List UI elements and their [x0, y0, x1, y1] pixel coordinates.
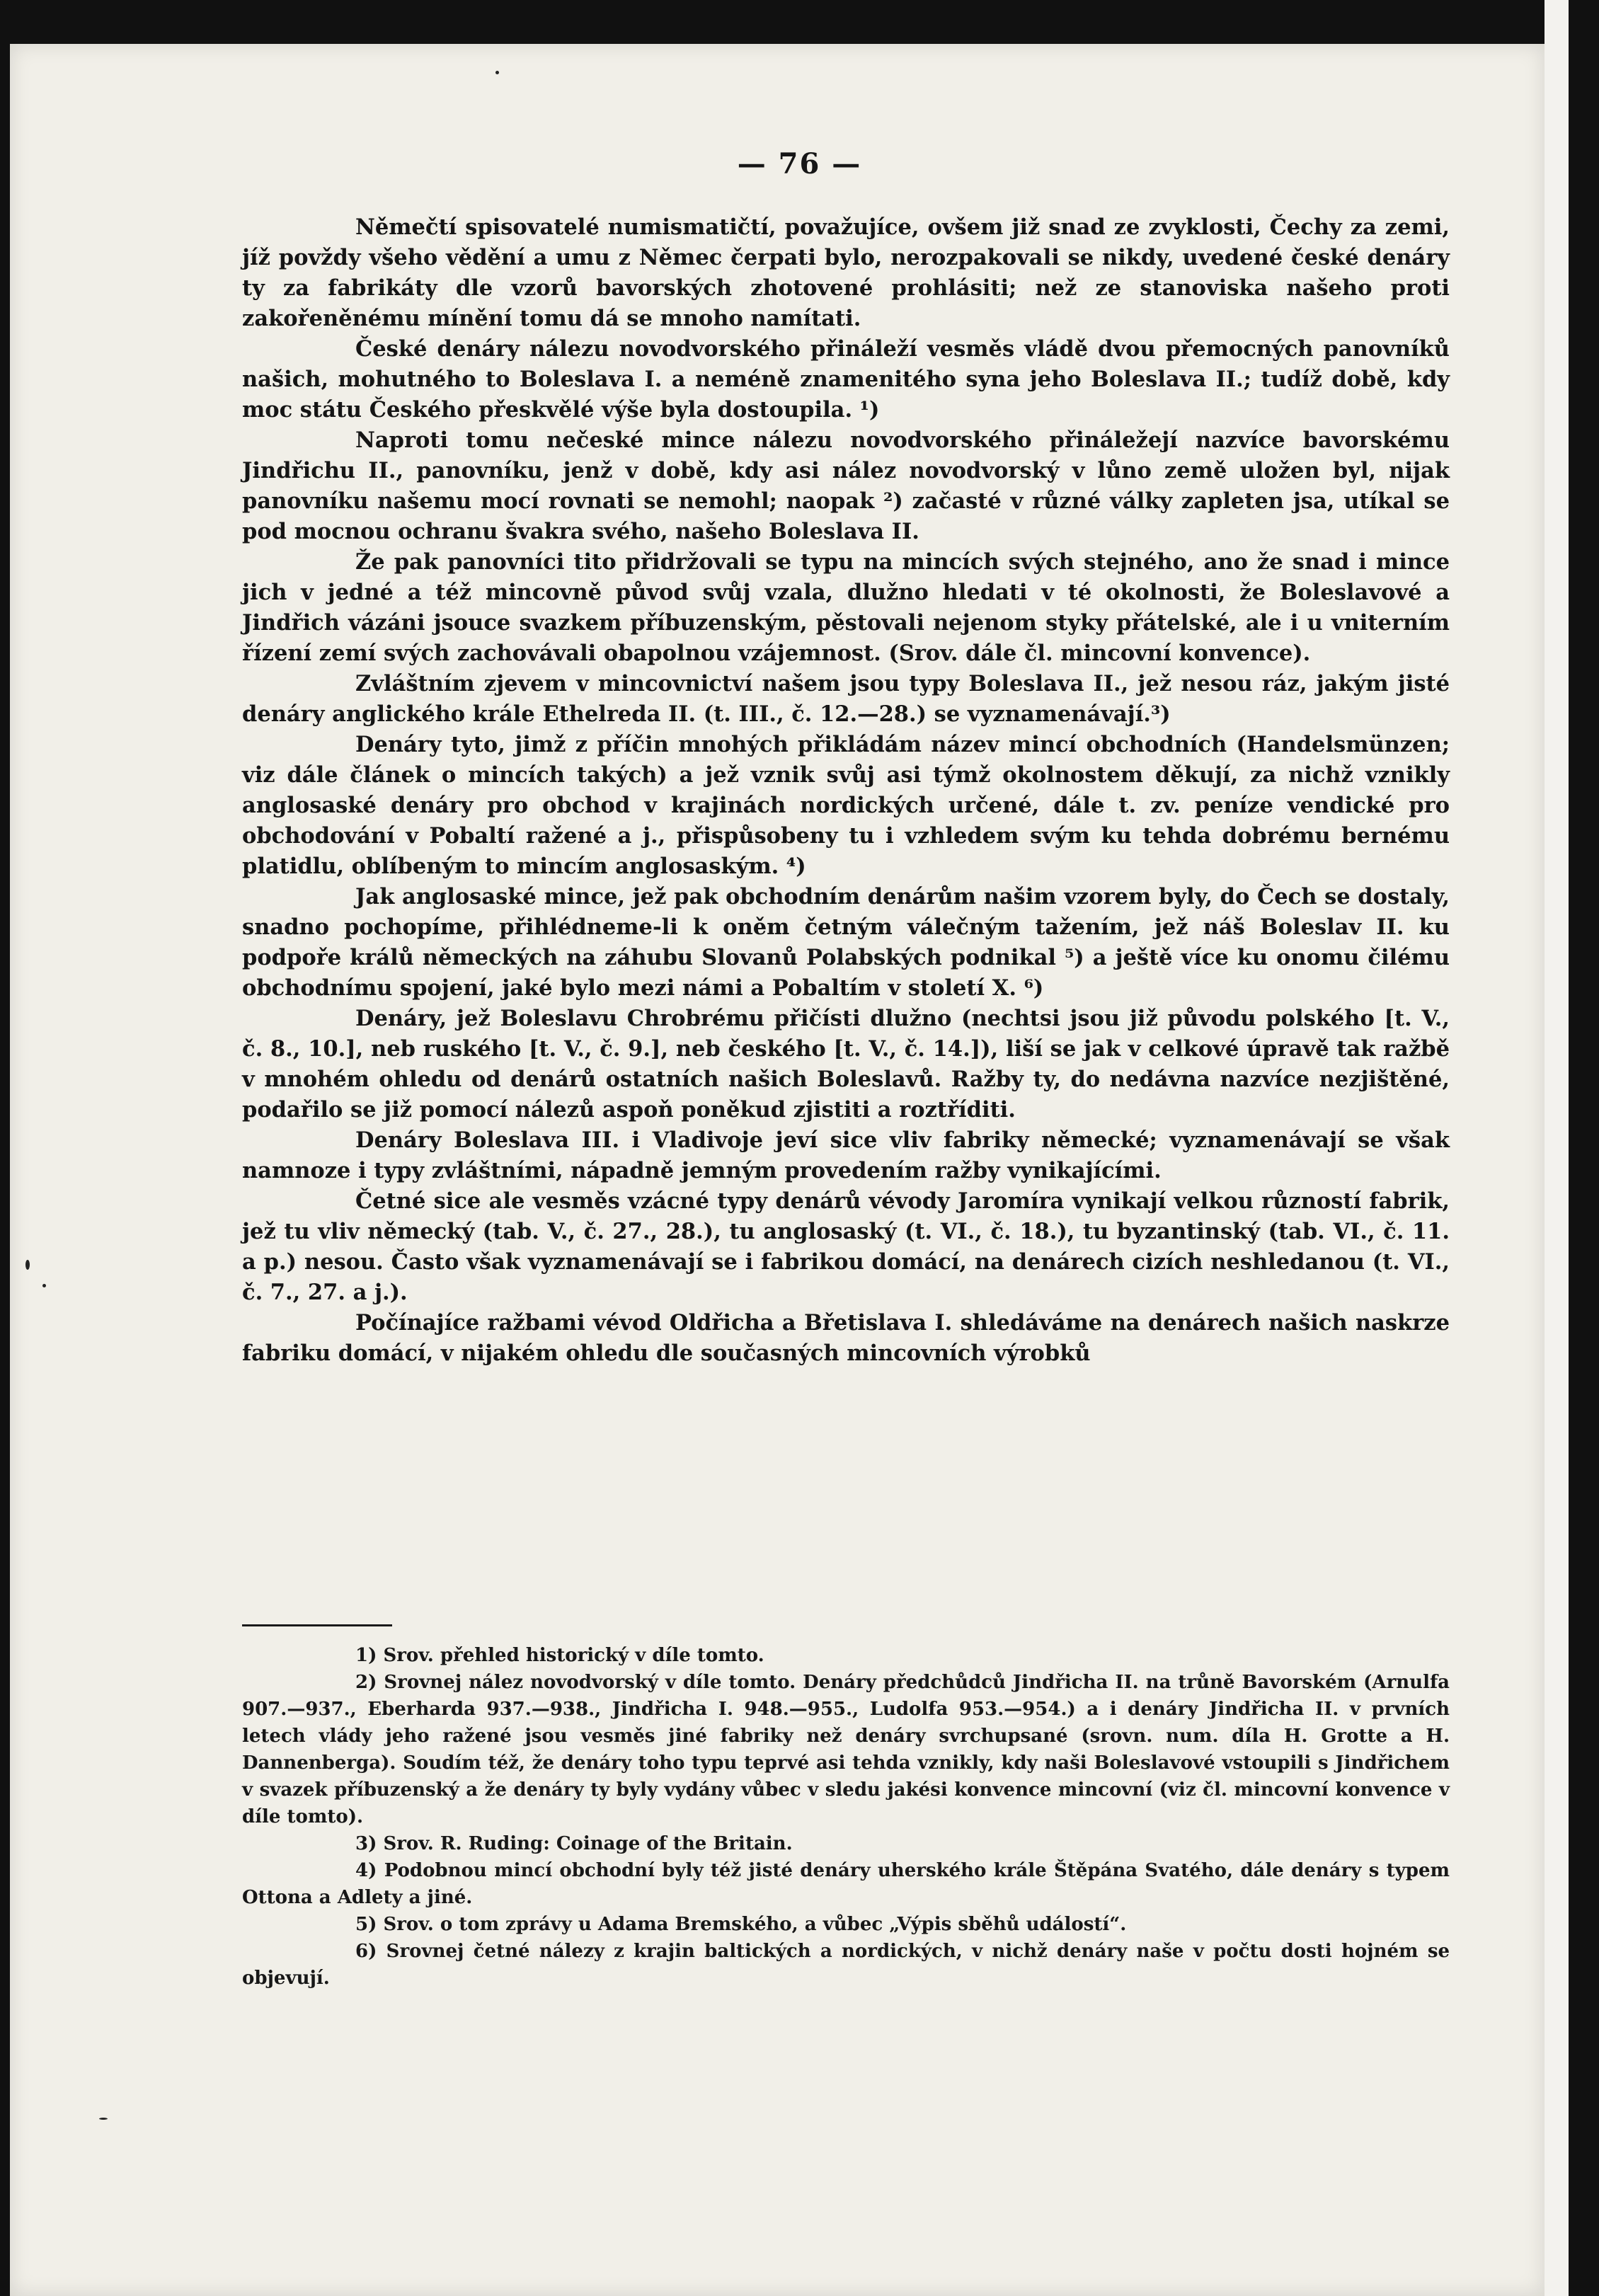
- footnotes: [242, 1642, 1450, 1992]
- scan-speck: [495, 71, 499, 74]
- paragraph: Četné sice ale vesměs vzácné typy denárů vévody Jaromíra vynikají velkou růzností fabrik, jež tu vliv německý (tab. V., č. 27., 28.), tu anglosaský (t. VI., č. 18.), tu byzantinský (tab. VI., č. 11. a p.) nesou. Často však vyznamenávají se i fabrikou domácí, na denárech cizích neshledanou (t. VI., č. 7., 27. a j.).: [242, 1188, 1450, 1305]
- scan-speck: [42, 1284, 46, 1287]
- paragraph: České denáry nálezu novodvorského přináleží vesměs vládě dvou přemocných panovníků našich, mohutného to Boleslava I. a neméně znamenitého syna jeho Boleslava II.; tudíž době, kdy moc státu Českého přeskvělé výše byla dostoupila. ¹): [242, 336, 1450, 423]
- footnote-divider: [242, 1624, 392, 1626]
- paragraph: Počínajíce ražbami vévod Oldřicha a Břetislava I. shledáváme na denárech našich naskrze fabriku domácí, v nijakém ohledu dle současných mincovních výrobků: [242, 1310, 1450, 1366]
- paragraph: Denáry, jež Boleslavu Chrobrému přičísti dlužno (nechtsi jsou již původu polského [t. V., č. 8., 10.], neb ruského [t. V., č. 9.], neb českého [t. V., č. 14.]), liší se jak v celkové úpravě tak ražbě v mnohém ohledu od denárů ostatních našich Boleslavů. Ražby ty, do nedávna nazvíce nezjištěné, podařilo se již pomocí nálezů aspoň poněkud zjistiti a roztříditi.: [242, 1006, 1450, 1123]
- scan-speck: [25, 1260, 30, 1270]
- page-number: — 76 —: [737, 147, 862, 180]
- main-text: [242, 212, 1450, 1369]
- paragraph: Němečtí spisovatelé numismatičtí, považujíce, ovšem již snad ze zvyklosti, Čechy za zemi, jíž povždy všeho vědění a umu z Němec čerpati bylo, nerozpakovali se nikdy, uvedené české denáry ty za fabrikáty dle vzorů bavorských zhotovené prohlásiti; než ze stanoviska našeho proti zakořeněnému mínění tomu dá se mnoho namítati.: [242, 214, 1450, 331]
- footnote: 1) Srov. přehled historický v díle tomto.: [355, 1645, 764, 1666]
- scan-speck: [99, 2118, 108, 2120]
- paragraph: Denáry tyto, jimž z příčin mnohých přikládám název mincí obchodních (Handelsmünzen; viz dále článek o mincích takých) a jež vznik svůj asi týmž okolnostem děkují, za nichž vznikly anglosaské denáry pro obchod v krajinách nordických určené, dále t. zv. peníze vendické pro obchodování v Pobaltí ražené a j., přispůsobeny tu i vzhledem svým ku tehda dobrému bernému platidlu, oblíbeným to mincím anglosaským. ⁴): [242, 732, 1450, 879]
- page-edge: [1544, 0, 1569, 2296]
- paragraph: Že pak panovníci tito přidržovali se typu na mincích svých stejného, ano že snad i mince jich v jedné a též mincovně původ svůj vzala, dlužno hledati v té okolnosti, že Boleslavové a Jindřich vázáni jsouce svazkem příbuzenským, pěstovali nejenom styky přátelské, ale i u vniterním řízení zemí svých zachovávali obapolnou vzájemnost. (Srov. dále čl. mincovní konvence).: [242, 549, 1450, 666]
- footnote: 2) Srovnej nález novodvorský v díle tomto. Denáry předchůdců Jindřicha II. na trůně Bavorském (Arnulfa 907.—937., Eberharda 937.—938., Jindřicha I. 948.—955., Ludolfa 953.—954.) a i denáry Jindřicha II. v prvních letech vlády jeho ražené jsou vesměs jiné fabriky než denáry svrchupsané (srovn. num. díla H. Grotte a H. Dannenberga). Soudím též, že denáry toho typu teprvé asi tehda vznikly, kdy naši Boleslavové vstoupili s Jindřichem v svazek příbuzenský a že denáry ty byly vydány vůbec v sledu jakési konvence mincovní (viz čl. mincovní konvence v díle tomto).: [242, 1672, 1450, 1827]
- footnote: 3) Srov. R. Ruding: Coinage of the Britain.: [355, 1833, 793, 1854]
- paragraph: Jak anglosaské mince, jež pak obchodním denárům našim vzorem byly, do Čech se dostaly, snadno pochopíme, přihlédneme-li k oněm četným válečným tažením, jež náš Boleslav II. ku podpoře králů německých na záhubu Slovanů Polabských podnikal ⁵) a ještě více ku onomu čilému obchodnímu spojení, jaké bylo mezi námi a Pobaltím v století X. ⁶): [242, 884, 1450, 1001]
- footnote: 4) Podobnou mincí obchodní byly též jisté denáry uherského krále Štěpána Svatého, dále denáry s typem Ottona a Adlety a jiné.: [242, 1860, 1450, 1908]
- paragraph: Zvláštním zjevem v mincovnictví našem jsou typy Boleslava II., jež nesou ráz, jakým jisté denáry anglického krále Ethelreda II. (t. III., č. 12.—28.) se vyznamenávají.³): [242, 671, 1450, 727]
- paragraph: Naproti tomu nečeské mince nálezu novodvorského přináležejí nazvíce bavorskému Jindřichu II., panovníku, jenž v době, kdy asi nález novodvorský v lůno země uložen byl, nijak panovníku našemu mocí rovnati se nemohl; naopak ²) začasté v různé války zapleten jsa, utíkal se pod mocnou ochranu švakra svého, našeho Boleslava II.: [242, 427, 1450, 544]
- footnote: 6) Srovnej četné nálezy z krajin baltických a nordických, v nichž denáry naše v počtu dosti hojném se objevují.: [242, 1941, 1450, 1989]
- paragraph: Denáry Boleslava III. i Vladivoje jeví sice vliv fabriky německé; vyznamenávají se však namnoze i typy zvláštními, nápadně jemným provedením ražby vynikajícími.: [242, 1127, 1450, 1183]
- footnote: 5) Srov. o tom zprávy u Adama Bremského, a vůbec „Výpis sběhů událostí“.: [355, 1914, 1127, 1935]
